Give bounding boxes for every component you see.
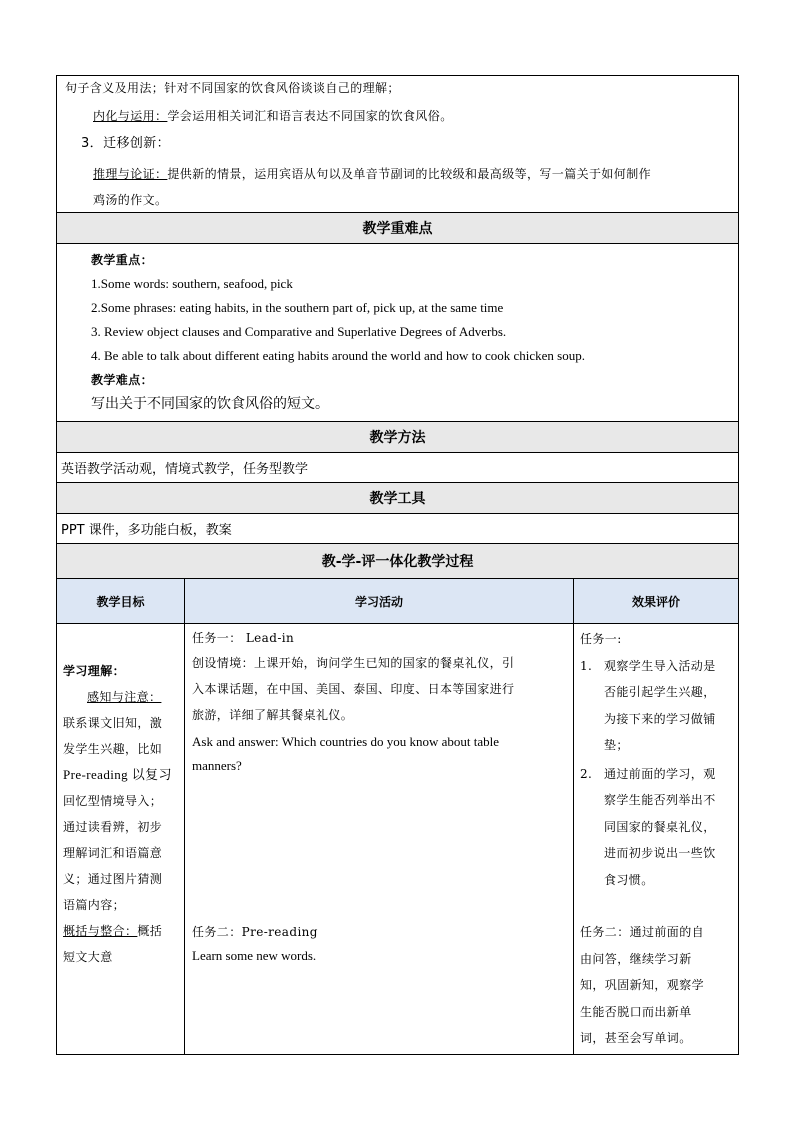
task2-en: Learn some new words. (192, 948, 317, 963)
col-activity-header: 学习活动 (185, 579, 574, 624)
summary-label: 概括与整合： (63, 924, 138, 938)
activity-task1: 任务一： Lead-in (192, 631, 295, 645)
inner-label: 内化与运用： (93, 109, 168, 123)
methods-text: 英语教学活动观，情境式教学，任务型教学 (57, 453, 739, 483)
eval-item2-line4: 进而初步说出一些饮 (604, 846, 716, 860)
eval-item1-num: 1. (580, 658, 593, 673)
key-point-4: 4. Be able to talk about different eating habits around the world and how to cook chicken soup. (91, 348, 585, 363)
task1-line-1: 创设情境：上课开始，询问学生已知的国家的餐桌礼仪，引 (192, 656, 515, 670)
goal-summary-line2: 短文大意 (63, 950, 113, 964)
objectives-cell (57, 76, 739, 213)
eval-task2-line5: 词，甚至会写单词。 (580, 1031, 692, 1045)
eval-item2-line5: 食习惯。 (604, 872, 654, 887)
eval-item1-line2: 否能引起学生兴趣， (604, 685, 716, 699)
reason-label: 推理与论证： (93, 167, 168, 181)
summary-tail: 概括 (137, 924, 163, 938)
goal-line-2: 发学生兴趣，比如 (63, 742, 163, 756)
task1-line-2: 入本课话题，在中国、美国、泰国、印度、日本等国家进行 (192, 682, 515, 696)
task1-en-2: manners? (192, 758, 242, 773)
eval-item2-line2: 察学生能否列举出不 (604, 793, 716, 807)
activity-cell (185, 624, 574, 1055)
goal-line-7: 义；通过图片猜测 (63, 872, 163, 886)
eval-item2-line3: 同国家的餐桌礼仪， (604, 819, 716, 834)
eval-task2-line3: 知，巩固新知，观察学 (580, 978, 705, 992)
evaluation-cell (574, 624, 739, 1055)
eval-task1: 任务一: (580, 632, 622, 646)
objectives-item3: 3．迁移创新： (81, 136, 171, 151)
goal-cell (57, 624, 185, 1055)
eval-item1-line3: 为接下来的学习做铺 (604, 711, 716, 726)
key-point-2: 2.Some phrases: eating habits, in the southern part of, pick up, at the same time (91, 300, 504, 315)
focus-label: 教学重点： (91, 253, 154, 267)
tools-heading: 教学工具 (57, 483, 739, 514)
eval-item2-line1: 通过前面的学习，观 (604, 766, 716, 781)
key-point-1: 1.Some words: southern, seafood, pick (91, 276, 293, 291)
lesson-plan-page (56, 75, 738, 1055)
task1-en-1: Ask and answer: Which countries do you know about table (192, 734, 499, 749)
key-points-cell (57, 244, 739, 422)
reason-text: 提供新的情景，运用宾语从句以及单音节副词的比较级和最高级等，写一篇关于如何制作 (167, 167, 652, 181)
key-point-3: 3. Review object clauses and Comparative and Superlative Degrees of Adverbs. (91, 324, 507, 339)
goal-sub-label: 感知与注意： (87, 690, 162, 704)
key-points-heading: 教学重难点 (57, 213, 739, 244)
difficulty-text: 写出关于不同国家的饮食风俗的短文。 (91, 396, 329, 412)
process-heading: 教-学-评一体化教学过程 (57, 544, 739, 579)
objectives-inner-line (65, 104, 738, 128)
difficulty-label: 教学难点： (91, 373, 154, 387)
eval-item2-num: 2. (580, 766, 593, 781)
goal-line-5: 通过读看辨，初步 (63, 820, 163, 834)
eval-item-1 (580, 653, 734, 759)
goal-line-1: 联系课文旧知，激 (63, 716, 163, 730)
tools-text: PPT 课件，多功能白板，教案 (57, 514, 739, 544)
col-goal-header: 教学目标 (57, 579, 185, 624)
eval-item1-line4: 垫； (604, 738, 629, 752)
goal-line-3: Pre-reading 以复习 (63, 767, 172, 782)
eval-task2-line1: 任务二：通过前面的自 (580, 925, 705, 939)
goal-line-6: 理解词汇和语篇意 (63, 846, 163, 860)
lesson-plan-table (56, 75, 739, 1055)
objectives-reason-line (65, 162, 738, 186)
goal-line-4: 回忆型情境导入； (63, 794, 163, 808)
col-evaluation-header: 效果评价 (574, 579, 739, 624)
objectives-line1: 句子含义及用法；针对不同国家的饮食风俗谈谈自己的理解； (65, 81, 400, 95)
goal-title: 学习理解： (63, 664, 126, 678)
goal-summary (63, 918, 180, 944)
inner-text: 学会运用相关词汇和语言表达不同国家的饮食风俗。 (167, 109, 453, 123)
activity-task2: 任务二：Pre-reading (192, 925, 318, 939)
reason-text2: 鸡汤的作文。 (93, 193, 168, 207)
goal-line-8: 语篇内容； (63, 898, 126, 912)
eval-item-2 (580, 761, 734, 894)
methods-heading: 教学方法 (57, 422, 739, 453)
eval-item1-line1: 观察学生导入活动是 (604, 658, 716, 673)
eval-task2-line4: 生能否脱口而出新单 (580, 1004, 692, 1019)
eval-task2-line2: 由问答，继续学习新 (580, 951, 692, 966)
task1-line-3: 旅游，详细了解其餐桌礼仪。 (192, 708, 354, 722)
